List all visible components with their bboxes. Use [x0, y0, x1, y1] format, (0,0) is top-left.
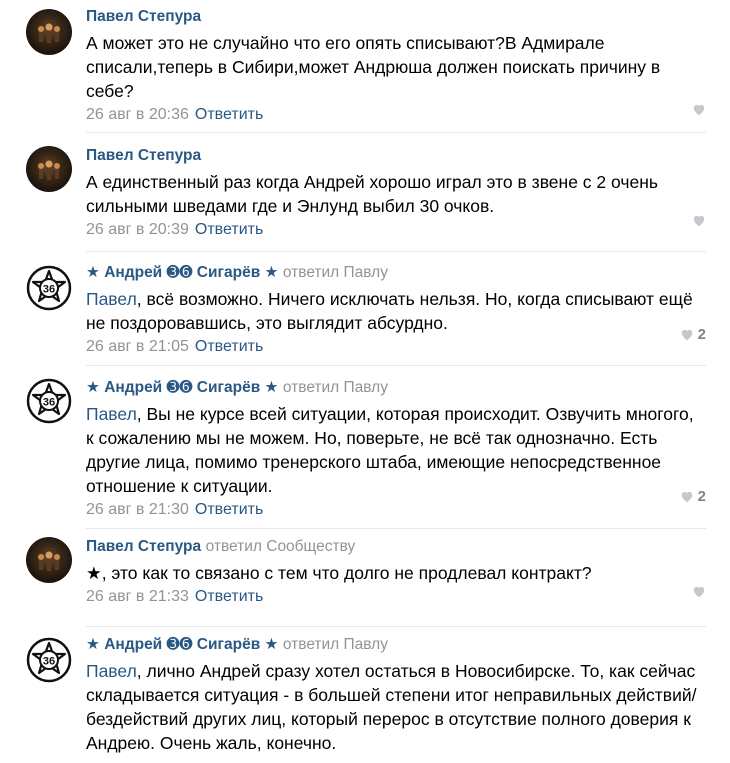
replied-to[interactable]: ответил Сообществу	[205, 538, 356, 555]
team-36-logo-icon[interactable]	[26, 637, 72, 683]
logo-number: 36	[42, 655, 56, 668]
reply-button[interactable]: Ответить	[194, 588, 264, 605]
like-count: 2	[697, 326, 706, 343]
comment-author[interactable]: ★ Андрей ➌➏ Сигарёв ★	[86, 636, 279, 653]
user-photo-avatar[interactable]	[26, 9, 72, 55]
comment-body: , Вы не курсе всей ситуации, которая происходит. Озвучить многого, к сожалению мы не можем. Но, поверьте, не всё так однозначно. Есть другие лица, помимо тренерского штаба, имеющие непосредственное отношение к ситуации.	[86, 404, 694, 496]
heart-icon	[680, 490, 694, 503]
comment-date[interactable]: 26 авг в 20:39	[86, 221, 189, 238]
comment-text: ★, это как то связано с тем что долго не продлевал контракт?	[86, 563, 592, 583]
like-button[interactable]	[680, 326, 706, 343]
mention-link[interactable]: Павел	[86, 289, 137, 309]
mention-link[interactable]: Павел	[86, 404, 137, 424]
comment-author[interactable]: Павел Степура	[86, 147, 202, 164]
comment-date[interactable]: 26 авг в 21:33	[86, 588, 189, 605]
comment-item	[0, 0, 730, 147]
comment-item	[0, 133, 730, 251]
team-36-logo-icon[interactable]	[26, 265, 72, 311]
user-photo-avatar[interactable]	[26, 146, 72, 192]
comment-text	[86, 659, 706, 755]
comment-date[interactable]: 26 авг в 20:36	[86, 106, 189, 123]
reply-button[interactable]: Ответить	[194, 221, 264, 238]
team-36-logo-icon[interactable]	[26, 378, 72, 424]
comment-body: , всё возможно. Ничего исключать нельзя. Но, когда списывают ещё не поздоровавшись, это выглядит абсурдно.	[86, 289, 693, 333]
user-photo-avatar[interactable]	[26, 537, 72, 583]
comment-author[interactable]: Павел Степура	[86, 8, 202, 25]
like-button[interactable]	[692, 585, 706, 598]
comment-author[interactable]: ★ Андрей ➌➏ Сигарёв ★	[86, 379, 279, 396]
replied-to[interactable]: ответил Павлу	[282, 264, 388, 281]
reply-button[interactable]: Ответить	[194, 106, 264, 123]
mention-link[interactable]: Павел	[86, 661, 137, 681]
logo-number: 36	[42, 396, 56, 409]
comment-item	[0, 627, 730, 757]
like-button[interactable]	[692, 214, 706, 227]
replied-to[interactable]: ответил Павлу	[282, 636, 388, 653]
comment-date[interactable]: 26 авг в 21:05	[86, 338, 189, 355]
comment-item	[0, 366, 730, 528]
reply-button[interactable]: Ответить	[194, 501, 264, 518]
like-count: 2	[697, 488, 706, 505]
comment-body: , лично Андрей сразу хотел остаться в Новосибирске. То, как сейчас складывается ситуация - в большей степени итог неправильных действий/бездействий других лиц, который перерос в отсутствие полного доверия к Андрею. Очень жаль, конечно.	[86, 661, 697, 753]
reply-button[interactable]: Ответить	[194, 338, 264, 355]
comment-date[interactable]: 26 авг в 21:30	[86, 501, 189, 518]
comment-text: А единственный раз когда Андрей хорошо играл это в звене с 2 очень сильными шведами где и Энлунд выбил 30 очков.	[86, 172, 658, 216]
logo-number: 36	[42, 283, 56, 296]
comment-text: А может это не случайно что его опять списывают?В Адмирале списали,теперь в Сибири,может Андрюша должен поискать причину в себе?	[86, 33, 661, 101]
like-button[interactable]	[680, 488, 706, 505]
heart-icon	[692, 585, 706, 598]
heart-icon	[692, 103, 706, 116]
comment-text	[86, 287, 706, 335]
heart-icon	[692, 214, 706, 227]
comment-text	[86, 402, 706, 498]
comment-author[interactable]: Павел Степура	[86, 538, 202, 555]
comment-item	[0, 252, 730, 365]
comment-author[interactable]: ★ Андрей ➌➏ Сигарёв ★	[86, 264, 279, 281]
heart-icon	[680, 328, 694, 341]
like-button[interactable]	[692, 103, 706, 116]
comment-item	[0, 529, 730, 626]
replied-to[interactable]: ответил Павлу	[282, 379, 388, 396]
